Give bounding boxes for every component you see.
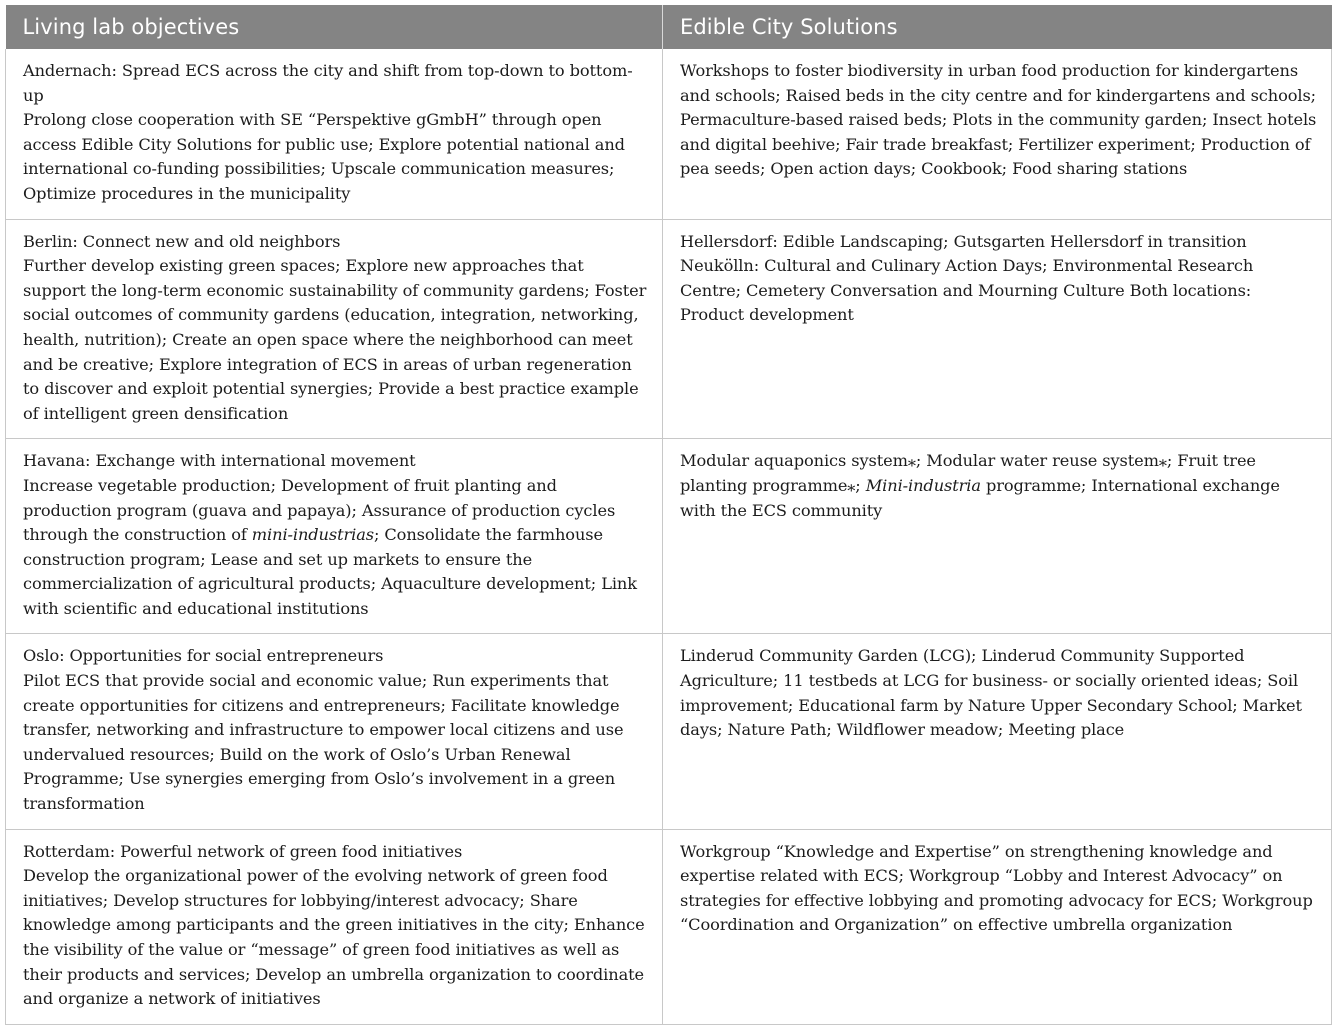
cell-solutions-andernach xyxy=(663,49,1332,219)
objective-detail: Further develop existing green spaces; Explore new approaches that support the long-term economic sustainability of community gardens; Foster social outcomes of community gardens (education, integration, networking, health, nutrition); Create an open space where the neighborhood can meet and be creative; Explore integration of ECS in areas of urban regeneration to discover and exploit potential synergies; Provide a best practice example of intelligent green densification xyxy=(23,256,647,423)
table-row xyxy=(6,219,1332,439)
table-row xyxy=(6,49,1332,219)
solutions-text: Hellersdorf: Edible Landscaping; Gutsgarten Hellersdorf in transition Neukölln: Cultural and Culinary Action Days; Environmental Research Centre; Cemetery Conversation and Mourning Culture Both locations: Product development xyxy=(680,231,1254,325)
table-header-row xyxy=(6,5,1332,49)
cell-objectives-oslo xyxy=(6,634,663,829)
solutions-text: Workgroup “Knowledge and Expertise” on strengthening knowledge and expertise related with ECS; Workgroup “Lobby and Interest Advocacy” on strategies for effective lobbying and promoting advocacy for ECS; Workgroup “Coordination and Organization” on effective umbrella organization xyxy=(680,841,1313,935)
cell-objectives-havana xyxy=(6,439,663,634)
cell-solutions-berlin xyxy=(663,219,1332,439)
solutions-text: Linderud Community Garden (LCG); Linderud Community Supported Agriculture; 11 testbeds at LCG for business- or socially oriented ideas; Soil improvement; Educational farm by Nature Upper Secondary School; Market days; Nature Path; Wildflower meadow; Meeting place xyxy=(680,646,1302,740)
objective-title: Oslo: Opportunities for social entrepreneurs xyxy=(23,646,384,666)
table-row xyxy=(6,439,1332,634)
solutions-part-a: Modular aquaponics system⁎; Modular water reuse system⁎; Fruit tree planting programme⁎; xyxy=(680,451,1256,495)
column-header-solutions: Edible City Solutions xyxy=(663,5,1332,49)
cell-solutions-oslo xyxy=(663,634,1332,829)
cell-solutions-havana xyxy=(663,439,1332,634)
objective-detail xyxy=(23,474,648,622)
cell-objectives-rotterdam xyxy=(6,829,663,1024)
cell-objectives-berlin xyxy=(6,219,663,439)
objective-detail: Pilot ECS that provide social and economic value; Run experiments that create opportunities for citizens and entrepreneurs; Facilitate knowledge transfer, networking and infrastructure to empower local citizens and use undervalued resources; Build on the work of Oslo’s Urban Renewal Programme; Use synergies emerging from Oslo’s involvement in a green transformation xyxy=(23,671,624,814)
objective-detail: Develop the organizational power of the evolving network of green food initiatives; Develop structures for lobbying/interest advocacy; Share knowledge among participants and the green initiatives in the city; Enhance the visibility of the value or “message” of green food initiatives as well as their products and services; Develop an umbrella organization to coordinate and organize a network of initiatives xyxy=(23,866,645,1009)
solutions-italic: Mini-industria xyxy=(865,475,981,495)
objective-detail-part-b: ; Consolidate the farmhouse construction program; Lease and set up markets to ensure the commercialization of agricultural products; Aquaculture development; Link with scientific and educational institutions xyxy=(23,525,637,618)
objective-title: Andernach: Spread ECS across the city and shift from top-down to bottom-up xyxy=(23,61,633,105)
objective-detail-part-a: Increase vegetable production; Development of fruit planting and production program (guava and papaya); Assurance of production cycles through the construction of xyxy=(23,475,616,545)
living-lab-table xyxy=(5,5,1331,1025)
column-header-objectives: Living lab objectives xyxy=(6,5,663,49)
table xyxy=(5,5,1332,1025)
solutions-part-b: programme; International exchange with the ECS community xyxy=(680,475,1280,520)
solutions-text xyxy=(680,449,1317,523)
table-row xyxy=(6,634,1332,829)
objective-detail-italic: mini-industrias xyxy=(251,525,374,545)
cell-objectives-andernach xyxy=(6,49,663,219)
cell-solutions-rotterdam xyxy=(663,829,1332,1024)
objective-detail: Prolong close cooperation with SE “Perspektive gGmbH” through open access Edible City Solutions for public use; Explore potential national and international co-funding possibilities; Upscale communication measures; Optimize procedures in the municipality xyxy=(23,110,625,203)
table-row xyxy=(6,829,1332,1024)
objective-title: Havana: Exchange with international movement xyxy=(23,451,416,471)
objective-title: Rotterdam: Powerful network of green food initiatives xyxy=(23,841,463,861)
objective-title: Berlin: Connect new and old neighbors xyxy=(23,231,341,251)
solutions-text: Workshops to foster biodiversity in urban food production for kindergartens and schools; Raised beds in the city centre and for kindergartens and schools; Permaculture-based raised beds; Plots in the community garden; Insect hotels and digital beehive; Fair trade breakfast; Fertilizer experiment; Production of pea seeds; Open action days; Cookbook; Food sharing stations xyxy=(680,61,1317,179)
